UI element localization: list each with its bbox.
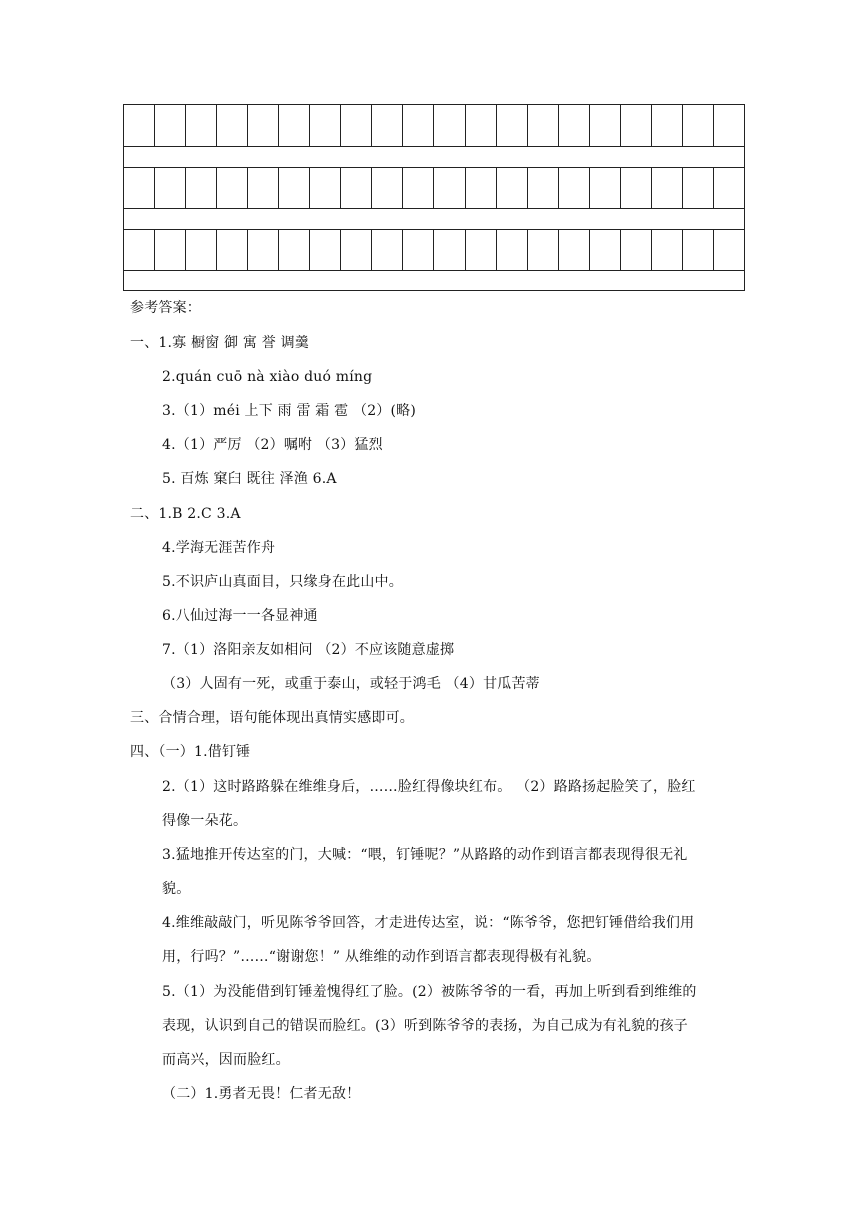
section-4-line-3: 得像一朵花。	[162, 813, 248, 829]
grid-cell	[248, 229, 279, 270]
grid-cell	[248, 167, 279, 208]
section-4-line-4: 3.猛地推开传达室的门，大喊：“喂，钉锤呢？”从路路的动作到语言都表现得很无礼	[162, 847, 688, 863]
grid-cell	[714, 105, 744, 146]
grid-cell	[434, 105, 465, 146]
section-4-line-9: 表现，认识到自己的错误而脸红。(3）听到陈爷爷的表扬，为自己成为有礼貌的孩子	[162, 1018, 688, 1034]
grid-cell	[279, 167, 310, 208]
section-1-line-5: 5. 百炼 窠臼 既往 泽渔 6.A	[162, 471, 337, 487]
grid-cell	[497, 229, 528, 270]
grid-cell	[310, 167, 341, 208]
grid-cell	[372, 229, 403, 270]
grid-cell	[403, 167, 434, 208]
grid-cell	[621, 105, 652, 146]
grid-cell	[124, 167, 155, 208]
grid-cell	[341, 105, 372, 146]
grid-cell	[155, 105, 186, 146]
grid-cell	[466, 105, 497, 146]
grid-cell	[279, 229, 310, 270]
grid-cell	[621, 229, 652, 270]
section-1-line-2: 2.quán cuō nà xiào duó míng	[162, 369, 373, 385]
grid-cell	[186, 229, 217, 270]
grid-cell	[124, 105, 155, 146]
section-2-line-2: 4.学海无涯苦作舟	[162, 540, 276, 556]
grid-cell	[497, 167, 528, 208]
grid-cell	[186, 105, 217, 146]
answers-heading: 参考答案：	[130, 300, 201, 316]
section-2-line-4: 6.八仙过海一一各显神通	[162, 608, 318, 624]
grid-cell	[466, 167, 497, 208]
grid-cell	[590, 229, 621, 270]
grid-cell	[559, 105, 590, 146]
section-3-line: 三、合情合理，语句能体现出真情实感即可。	[130, 710, 414, 726]
grid-cell	[683, 229, 714, 270]
grid-cell	[559, 167, 590, 208]
grid-cell	[590, 105, 621, 146]
section-1-line-3: 3.（1）méi 上下 雨 雷 霜 雹 （2）(略)	[162, 403, 417, 419]
section-1-line-4: 4.（1）严厉 （2）嘱咐 （3）猛烈	[162, 437, 383, 453]
grid-cell	[341, 229, 372, 270]
grid-cell	[434, 229, 465, 270]
grid-cell	[248, 105, 279, 146]
section-4-line-10: 而高兴，因而脸红。	[162, 1052, 290, 1068]
grid-cell	[497, 105, 528, 146]
section-4-line-5: 貌。	[162, 881, 191, 897]
grid-cell	[621, 167, 652, 208]
grid-line	[124, 270, 744, 271]
grid-cell	[217, 105, 248, 146]
grid-cell	[683, 105, 714, 146]
grid-cell	[310, 229, 341, 270]
grid-cell	[652, 229, 683, 270]
grid-cell	[528, 167, 559, 208]
grid-cell	[124, 229, 155, 270]
grid-cell	[310, 105, 341, 146]
grid-cell	[403, 229, 434, 270]
grid-cell	[683, 167, 714, 208]
grid-cell	[217, 167, 248, 208]
section-4-line-6: 4.维维敲敲门，听见陈爷爷回答，才走进传达室，说：“陈爷爷，您把钉锤借给我们用	[162, 915, 695, 931]
grid-cell	[590, 167, 621, 208]
grid-line	[124, 146, 744, 147]
grid-cell	[528, 229, 559, 270]
section-4-line-2: 2.（1）这时路路躲在维维身后，……脸红得像块红布。 （2）路路扬起脸笑了，脸红	[162, 779, 696, 795]
grid-cell	[652, 167, 683, 208]
grid-cell	[434, 167, 465, 208]
grid-cell	[652, 105, 683, 146]
grid-cell	[528, 105, 559, 146]
grid-cell	[372, 167, 403, 208]
section-2-line-1: 二、1.B 2.C 3.A	[130, 506, 241, 522]
grid-cell	[217, 229, 248, 270]
section-2-line-6: （3）人固有一死，或重于泰山，或轻于鸿毛 （4）甘瓜苦蒂	[162, 676, 540, 692]
grid-row-2	[124, 167, 744, 208]
grid-cell	[559, 229, 590, 270]
section-2-line-5: 7.（1）洛阳亲友如相问 （2）不应该随意虚掷	[162, 642, 455, 658]
grid-row-3	[124, 229, 744, 270]
grid-cell	[155, 229, 186, 270]
grid-cell	[466, 229, 497, 270]
grid-cell	[155, 167, 186, 208]
section-4-line-8: 5.（1）为没能借到钉锤羞愧得红了脸。(2）被陈爷爷的一看，再加上听到看到维维的	[162, 984, 697, 1000]
grid-cell	[714, 229, 744, 270]
section-2-line-3: 5.不识庐山真面目，只缘身在此山中。	[162, 574, 403, 590]
section-4-line-1: 四、（一）1.借钉锤	[130, 744, 251, 760]
grid-cell	[341, 167, 372, 208]
grid-cell	[403, 105, 434, 146]
section-1-line-1: 一、1.寡 橱窗 御 寓 誉 调羹	[130, 335, 310, 351]
grid-cell	[714, 167, 744, 208]
grid-cell	[279, 105, 310, 146]
section-4-line-7: 用，行吗？”……“谢谢您！” 从维维的动作到语言都表现得极有礼貌。	[162, 949, 601, 965]
grid-cell	[186, 167, 217, 208]
writing-grid	[123, 104, 745, 291]
grid-line	[124, 208, 744, 209]
grid-row-1	[124, 105, 744, 146]
grid-cell	[372, 105, 403, 146]
section-4-line-11: （二）1.勇者无畏！仁者无敌！	[162, 1086, 361, 1102]
